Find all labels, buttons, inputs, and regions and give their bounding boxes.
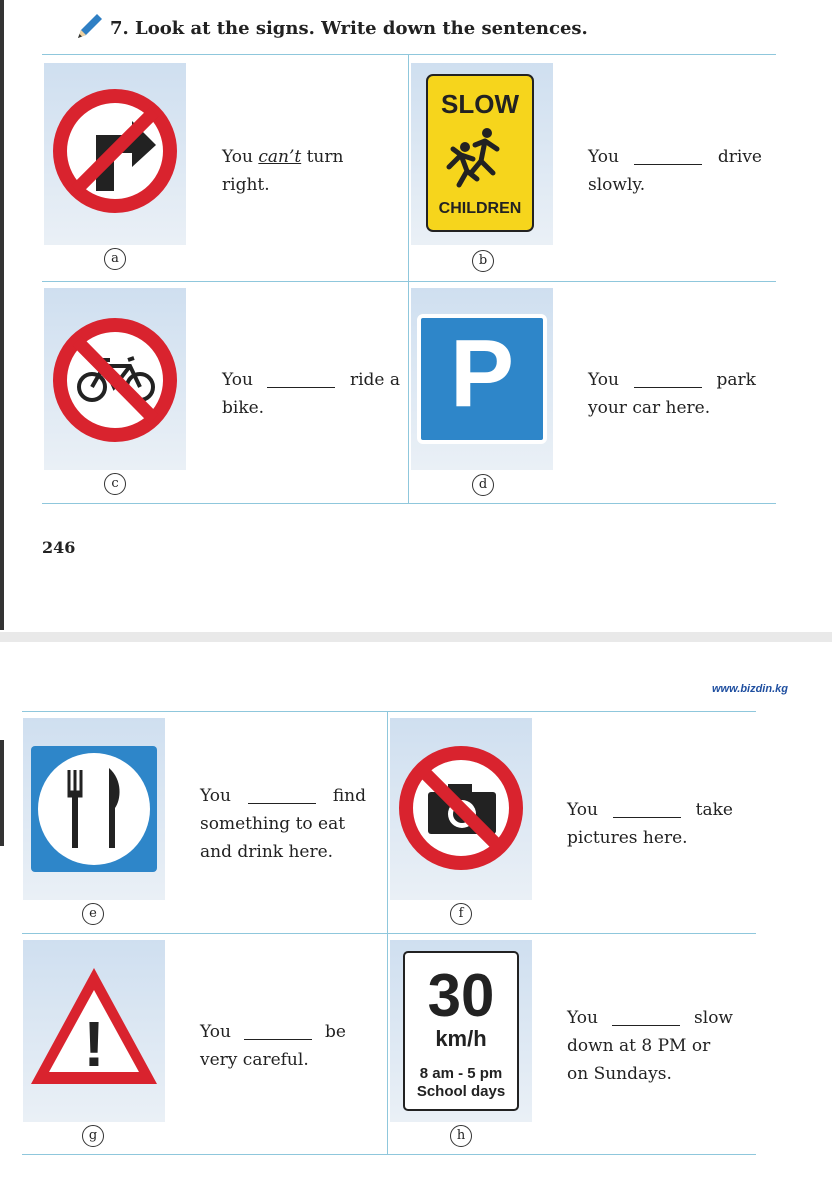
rule-line xyxy=(22,711,756,712)
item-letter: h xyxy=(450,1125,472,1147)
item-letter: a xyxy=(104,248,126,270)
item-letter: g xyxy=(82,1125,104,1147)
no-right-turn-icon xyxy=(44,63,186,245)
item-letter: d xyxy=(472,474,494,496)
sentence-h: You slow down at 8 PM or on Sundays. xyxy=(567,1008,733,1084)
page-separator xyxy=(0,632,832,642)
rule-line xyxy=(42,503,776,504)
svg-text:km/h: km/h xyxy=(435,1026,487,1051)
sentence-g: You be very careful. xyxy=(200,1022,346,1070)
answer-blank xyxy=(612,1025,680,1026)
no-bicycles-icon xyxy=(44,288,186,470)
svg-text:CHILDREN: CHILDREN xyxy=(438,200,522,217)
warning-icon xyxy=(23,940,165,1122)
sentence-f: You take pictures here. xyxy=(567,800,733,848)
slow-children-icon xyxy=(411,63,553,245)
rule-line xyxy=(408,54,409,504)
rule-line xyxy=(42,54,776,55)
page-edge xyxy=(0,740,4,846)
sentence-d: You park your car here. xyxy=(588,370,756,418)
item-letter: c xyxy=(104,473,126,495)
svg-text:P: P xyxy=(449,320,515,427)
answer-blank xyxy=(244,1039,312,1040)
item-letter: b xyxy=(472,250,494,272)
svg-text:8 am - 5 pm: 8 am - 5 pm xyxy=(419,1065,503,1082)
answer-blank xyxy=(267,387,335,388)
speed-limit-icon xyxy=(390,940,532,1122)
parking-icon xyxy=(411,288,553,470)
sentence-c: You ride a bike. xyxy=(222,370,400,418)
answer-blank xyxy=(248,803,316,804)
svg-text:!: ! xyxy=(83,1008,105,1080)
exercise-title: 7. Look at the signs. Write down the sentences. xyxy=(110,18,588,39)
item-letter: f xyxy=(450,903,472,925)
answer-text: can’t xyxy=(258,147,302,167)
no-camera-icon xyxy=(390,718,532,900)
rule-line xyxy=(22,933,756,934)
rule-line xyxy=(387,711,388,1155)
svg-text:SLOW: SLOW xyxy=(441,89,519,119)
answer-blank xyxy=(634,387,702,388)
sentence-a: You can’t turn right. xyxy=(222,147,344,195)
rule-line xyxy=(22,1154,756,1155)
svg-text:30: 30 xyxy=(427,962,495,1029)
answer-blank xyxy=(634,164,702,165)
svg-text:School days: School days xyxy=(416,1083,506,1100)
restaurant-icon xyxy=(23,718,165,900)
rule-line xyxy=(42,281,776,282)
page-number: 246 xyxy=(42,538,76,557)
sentence-e: You find something to eat and drink here. xyxy=(200,786,366,862)
website-link[interactable]: www.bizdin.kg xyxy=(712,683,788,695)
answer-blank xyxy=(613,817,681,818)
pencil-icon xyxy=(72,10,106,44)
page-edge xyxy=(0,0,4,630)
item-letter: e xyxy=(82,903,104,925)
sentence-b: You drive slowly. xyxy=(588,147,762,195)
